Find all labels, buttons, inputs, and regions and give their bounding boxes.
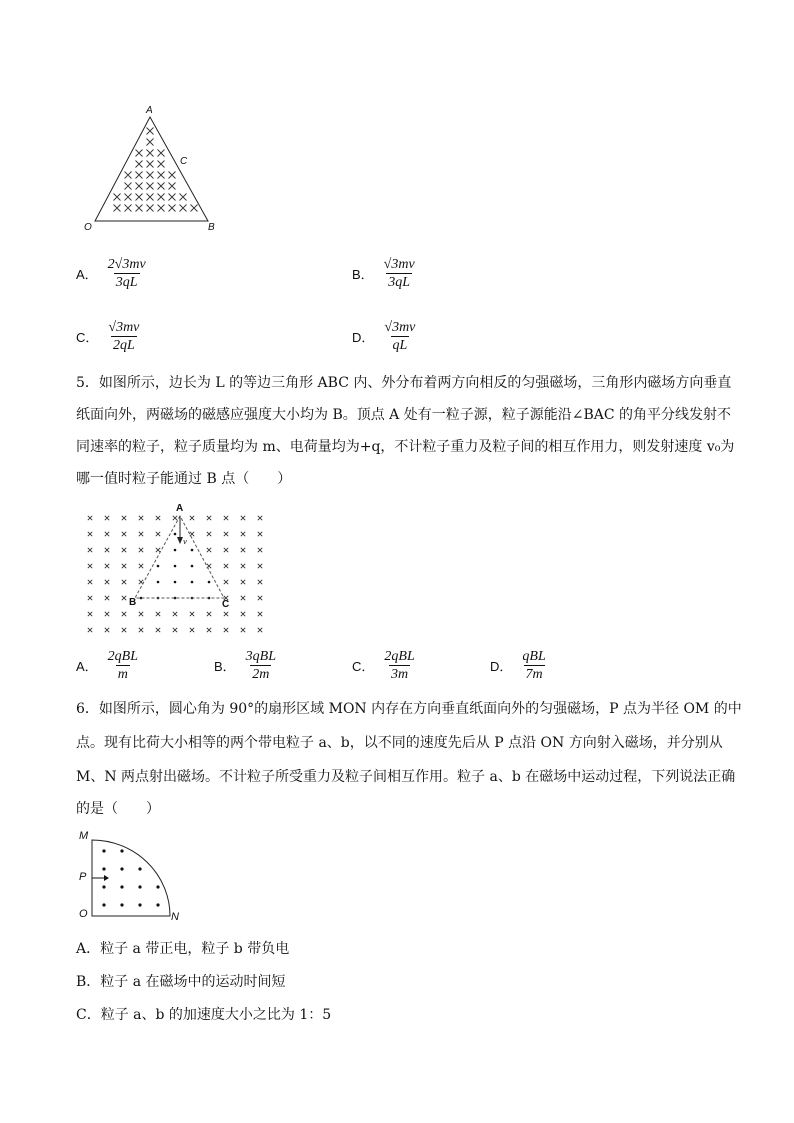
field-dot-marker [120,885,123,888]
option-key: C． [352,659,375,674]
numerator: qBL [522,649,546,664]
field-cross-marker [147,161,154,168]
fraction [244,648,278,683]
field-cross-marker [136,150,143,157]
field-cross-marker [224,564,228,568]
field-cross-marker [136,161,143,168]
field-dot-marker [138,867,141,870]
velocity-label: v [183,538,187,546]
fraction [520,648,547,683]
q5-figure [80,502,285,642]
field-cross-marker [241,580,245,584]
field-cross-marker [122,596,126,600]
field-cross-marker [105,580,109,584]
field-cross-marker [88,532,92,536]
numerator: √3mv [384,320,416,335]
option-key: A． [76,659,98,674]
field-cross-marker [241,516,245,520]
option-key: D． [490,659,513,674]
field-dot-marker [102,849,105,852]
fraction [106,256,148,291]
field-cross-marker [125,183,132,190]
field-cross-marker [139,548,143,552]
numerator: √3mv [383,257,415,272]
field-cross-marker [114,194,121,201]
option-key: C． [76,330,99,345]
field-cross-marker [125,205,132,212]
field-cross-marker [122,564,126,568]
field-cross-marker [105,596,109,600]
field-dot-marker [156,885,159,888]
field-cross-marker [158,150,165,157]
field-cross-marker [190,612,194,616]
field-cross-marker [125,172,132,179]
field-cross-marker [147,205,154,212]
field-cross-marker [136,205,143,212]
vertex-label-c: C [180,156,188,167]
field-cross-marker [88,596,92,600]
field-cross-marker [139,628,143,632]
field-cross-marker [88,612,92,616]
fraction [382,648,416,683]
q5-option-a[interactable] [76,648,140,683]
field-cross-marker [258,564,262,568]
field-dot-marker [174,549,177,552]
field-cross-marker [191,205,198,212]
field-cross-marker [224,628,228,632]
field-cross-marker [258,612,262,616]
field-cross-marker [88,628,92,632]
field-cross-marker [258,580,262,584]
vertex-label-a: A [176,503,184,514]
q5-line-3: 同速率的粒子，粒子质量均为 m、电荷量均为+q，不计粒子重力及粒子间的相互作用力，则发射速度 v₀为 [76,439,735,455]
q5-line-2: 纸面向外，两磁场的磁感应强度大小均为 B。顶点 A 处有一粒子源，粒子源能沿∠BAC 的角平分线发射不 [76,407,732,423]
fraction [382,256,417,291]
field-cross-marker [258,532,262,536]
field-dot-marker [138,885,141,888]
field-cross-marker [207,628,211,632]
field-cross-marker [190,532,194,536]
field-cross-marker [122,548,126,552]
field-cross-marker [258,516,262,520]
field-cross-marker [139,564,143,568]
field-cross-marker [241,564,245,568]
field-dot-marker [120,903,123,906]
denominator: 3m [391,667,409,682]
field-dot-marker [138,903,141,906]
field-dot-marker [120,849,123,852]
numerator: 2√3mv [107,257,146,272]
q6-line-4: 的是（ ） [76,801,160,817]
field-dot-marker [157,565,160,568]
denominator: 3qL [115,275,138,290]
field-cross-marker [207,516,211,520]
field-dot-marker [174,565,177,568]
field-cross-marker [105,628,109,632]
field-cross-marker [258,596,262,600]
point-label-n: N [171,911,179,923]
q6-option-a[interactable]: A．粒子 a 带正电，粒子 b 带负电 [76,941,290,957]
numerator: 3qBL [245,649,277,664]
field-dot-marker [102,885,105,888]
field-cross-marker [158,183,165,190]
sector-field-diagram [76,828,186,928]
field-cross-marker [88,564,92,568]
q6-option-b[interactable]: B．粒子 a 在磁场中的运动时间短 [76,974,286,990]
field-cross-marker [169,183,176,190]
field-cross-marker [180,194,187,201]
field-cross-marker [158,172,165,179]
q5-option-c[interactable] [352,648,417,683]
q6-figure [76,828,186,928]
point-label-p: P [79,871,87,883]
fraction [106,319,141,354]
field-cross-marker [241,596,245,600]
q4-option-c[interactable] [76,319,141,354]
q6-line-1: 6．如图所示，圆心角为 90°的扇形区域 MON 内存在方向垂直纸面向外的匀强磁场，P 点为半径 OM 的中 [76,701,742,717]
q5-line-4: 哪一值时粒子能通过 B 点（ ） [76,471,292,487]
field-cross-marker [158,194,165,201]
field-cross-marker [173,612,177,616]
field-cross-marker [158,161,165,168]
field-cross-marker [105,516,109,520]
q4-option-b[interactable] [352,256,417,291]
option-key: B． [214,659,236,674]
q6-line-3: M、N 两点射出磁场。不计粒子所受重力及粒子间相互作用。粒子 a、b 在磁场中运动过程，下列说法正确 [76,769,736,785]
field-cross-marker [190,628,194,632]
denominator: 3qL [388,275,411,290]
fraction [106,648,140,683]
field-cross-marker [147,150,154,157]
field-cross-marker [88,516,92,520]
field-cross-marker [156,628,160,632]
denominator: 7m [525,667,543,682]
field-dot-marker [120,867,123,870]
field-dot-marker [157,581,160,584]
field-cross-marker [207,548,211,552]
field-cross-marker [147,183,154,190]
field-cross-marker [139,532,143,536]
field-cross-marker [169,205,176,212]
field-cross-marker [105,612,109,616]
field-cross-marker [88,548,92,552]
option-key: D． [352,330,375,345]
field-cross-marker [173,516,177,520]
q6-line-2: 点。现有比荷大小相等的两个带电粒子 a、b，以不同的速度先后从 P 点沿 ON 方向射入磁场，并分别从 [76,735,723,751]
field-cross-marker [105,532,109,536]
field-cross-marker [224,548,228,552]
vertex-label-a: A [146,105,153,116]
field-dot-marker [174,533,177,536]
field-dot-marker [191,549,194,552]
q4-figure [80,105,220,235]
field-cross-marker [139,516,143,520]
field-cross-marker [122,516,126,520]
field-cross-marker [122,612,126,616]
field-cross-marker [122,580,126,584]
field-cross-marker [207,612,211,616]
field-cross-marker [224,532,228,536]
field-dot-marker [102,903,105,906]
denominator: m [117,667,128,682]
field-cross-marker [224,516,228,520]
q4-option-d[interactable] [352,319,417,354]
q5-line-1: 5．如图所示，边长为 L 的等边三角形 ABC 内、外分布着两方向相反的匀强磁场，三角形内磁场方向垂直 [76,375,732,391]
q6-option-c[interactable]: C．粒子 a、b 的加速度大小之比为 1：5 [76,1007,332,1023]
field-cross-marker [147,194,154,201]
field-dot-marker [174,581,177,584]
field-cross-marker [190,516,194,520]
field-dot-marker [156,903,159,906]
field-cross-marker [88,580,92,584]
field-cross-marker [156,612,160,616]
field-cross-marker [147,128,154,135]
denominator: 2qL [113,338,135,353]
fraction [382,319,417,354]
field-cross-marker [241,548,245,552]
field-cross-marker [224,580,228,584]
field-cross-marker [136,172,143,179]
point-label-o: O [79,908,88,920]
field-cross-marker [241,532,245,536]
field-cross-marker [169,172,176,179]
q4-option-a[interactable] [76,256,148,291]
field-cross-marker [105,564,109,568]
field-cross-marker [147,172,154,179]
field-cross-marker [147,139,154,146]
vertex-label-b: B [208,222,215,233]
field-cross-marker [122,532,126,536]
field-cross-marker [224,612,228,616]
field-cross-marker [207,532,211,536]
vertex-label-b: B [129,597,137,608]
field-cross-marker [139,612,143,616]
q5-option-d[interactable] [490,648,548,683]
field-cross-marker [158,205,165,212]
field-cross-marker [136,194,143,201]
point-label-m: M [79,830,89,842]
field-cross-marker [156,548,160,552]
denominator: 2m [252,667,270,682]
triangle-field-diagram [80,105,220,235]
field-cross-marker [114,205,121,212]
field-cross-marker [180,205,187,212]
field-cross-marker [173,628,177,632]
field-cross-marker [258,628,262,632]
numerator: 2qBL [384,649,415,664]
field-cross-marker [241,628,245,632]
vertex-label-c: C [222,599,230,610]
field-cross-marker [105,548,109,552]
denominator: qL [392,338,408,353]
field-grid-diagram [80,502,285,642]
option-key: A． [76,267,98,282]
field-cross-marker [156,532,160,536]
field-cross-marker [136,183,143,190]
field-dot-marker [191,581,194,584]
field-dot-marker [208,581,211,584]
field-cross-marker [156,516,160,520]
field-cross-marker [125,194,132,201]
field-cross-marker [169,194,176,201]
field-cross-marker [241,612,245,616]
field-dot-marker [102,867,105,870]
vertex-label-o: O [84,222,92,233]
q5-option-b[interactable] [214,648,278,683]
numerator: 2qBL [107,649,139,664]
field-dot-marker [191,565,194,568]
numerator: √3mv [108,320,140,335]
field-cross-marker [122,628,126,632]
field-cross-marker [258,548,262,552]
option-key: B． [352,267,374,282]
